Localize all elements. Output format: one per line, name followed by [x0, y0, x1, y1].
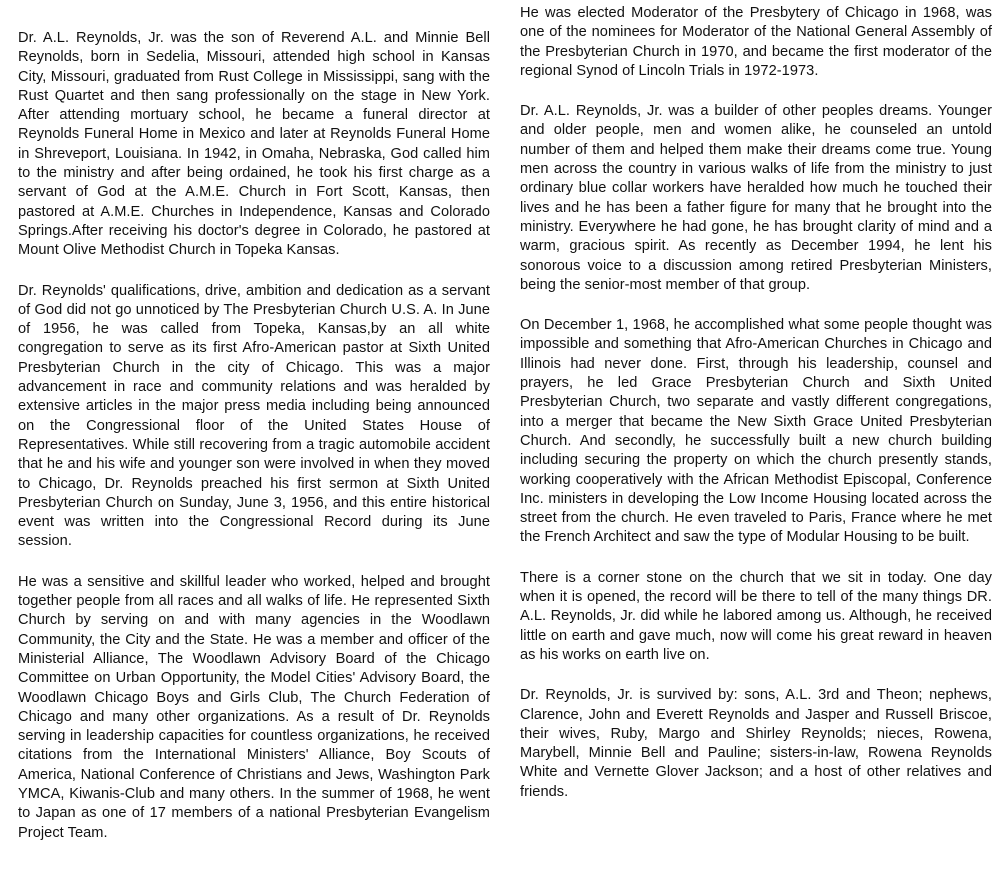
biography-paragraph-dreams: Dr. A.L. Reynolds, Jr. was a builder of other peoples dreams. Younger and older people, men and women alike, he counseled an untold number of them and helped them make their dreams come true. Young men across the country in various walks of life from the ministry to just ordinary blue collar workers have heralded how much he touched their lives and he has been a father figure for many that he brought into the ministry. Everywhere he had gone, he has brought clarity of mind and a warm, gracious spirit. As recently as December 1994, he lent his sonorous voice to a discussion among retired Presbyterian Ministers, being the senior-most member of that group. — [520, 103, 992, 293]
biography-paragraph-merger: On December 1, 1968, he accomplished what some people thought was impossible and something that Afro-American Churches in Chicago and Illinois had never done. First, through his leadership, counsel and prayers, he led Grace Presbyterian Church and Sixth United Presbyterian Church, two separate and vastly different congregations, into a merger that became the New Sixth Grace United Presbyterian Church. And secondly, he successfully built a new church building including securing the property on which the church presently stands, working cooperatively with the African Methodist Episcopal, Conference Inc. ministers in developing the Low Income Housing located across the street from the church. He even traveled to Paris, France where he met the French Architect and saw the type of Modular Housing to be built. — [520, 317, 992, 546]
biography-paragraph-early-life: Dr. A.L. Reynolds, Jr. was the son of Reverend A.L. and Minnie Bell Reynolds, born in Sedelia, Missouri, attended high school in Kansas City, Missouri, graduated from Rust College in Mississippi, sang with the Rust Quartet and then sang professionally on the stage in New York. After attending mortuary school, he became a funeral director at Reynolds Funeral Home in Mexico and later at Reynolds Funeral Home in Shreveport, Louisiana. In 1942, in Omaha, Nebraska, God called him to the ministry and after being ordained, he took his first charge as a servant of God at the A.M.E. Church in Fort Scott, Kansas, then pastored at A.M.E. Churches in Independence, Kansas and Colorado Springs.After receiving his doctor's degree in Colorado, he pastored at Mount Olive Methodist Church in Topeka Kansas. — [18, 30, 490, 259]
biography-paragraph-leadership: He was a sensitive and skillful leader who worked, helped and brought together people from all races and all walks of life. He represented Sixth Church by serving on and with many agencies in the Woodlawn Community, the City and the State. He was a member and officer of the Ministerial Alliance, The Woodlawn Advisory Board of the Chicago Committee on Urban Opportunity, the Model Cities' Advisory Board, the Woodlawn Chicago Boys and Girls Club, The Church Federation of Chicago and many other organizations. As a result of Dr. Reynolds serving in leadership capacities for countless organizations, he received citations from the International Ministers' Alliance, Boy Scouts of America, National Conference of Christians and Jews, Washington Park YMCA, Kiwanis-Club and many others. In the summer of 1968, he went to Japan as one of 17 members of a national Presbyterian Evangelism Project Team. — [18, 573, 490, 841]
right-column — [520, 4, 992, 823]
left-column — [18, 29, 490, 864]
biography-paragraph-survivors: Dr. Reynolds, Jr. is survived by: sons, A.L. 3rd and Theon; nephews, Clarence, John and Everett Reynolds and Jasper and Russell Briscoe, their wives, Ruby, Margo and Shirley Reynolds; nieces, Rowena, Marybell, Minnie Bell and Pauline; sisters-in-law, Rowena Reynolds White and Vernette Glover Jackson; and a host of other relatives and friends. — [520, 687, 992, 800]
biography-paragraph-chicago-call: Dr. Reynolds' qualifications, drive, ambition and dedication as a servant of God did not go unnoticed by The Presbyterian Church U.S. A. In June of 1956, he was called from Topeka, Kansas,by an all white congregation to serve as its first Afro-American pastor at Sixth United Presbyterian Church in the city of Chicago. This was a major advancement in race and community relations and was heralded by extensive articles in the major press media including being announced on the Congressional floor of the United States House of Representatives. While still recovering from a tragic automobile accident that he and his wife and younger son were involved in when they moved to Chicago, Dr. Reynolds preached his first sermon at Sixth United Presbyterian Church on Sunday, June 3, 1956, and this entire historical event was written into the Congressional Record during its June session. — [18, 282, 490, 550]
biography-paragraph-moderator: He was elected Moderator of the Presbytery of Chicago in 1968, was one of the nominees for Moderator of the National General Assembly of the Presbyterian Church in 1970, and became the first moderator of the regional Synod of Lincoln Trials in 1972-1973. — [520, 5, 992, 79]
biography-paragraph-corner-stone: There is a corner stone on the church that we sit in today. One day when it is opened, the record will be there to tell of the many things DR. A.L. Reynolds, Jr. did while he labored among us. Although, he received little on earth and gave much, now will come his great reward in heaven as his works on earth live on. — [520, 569, 992, 663]
